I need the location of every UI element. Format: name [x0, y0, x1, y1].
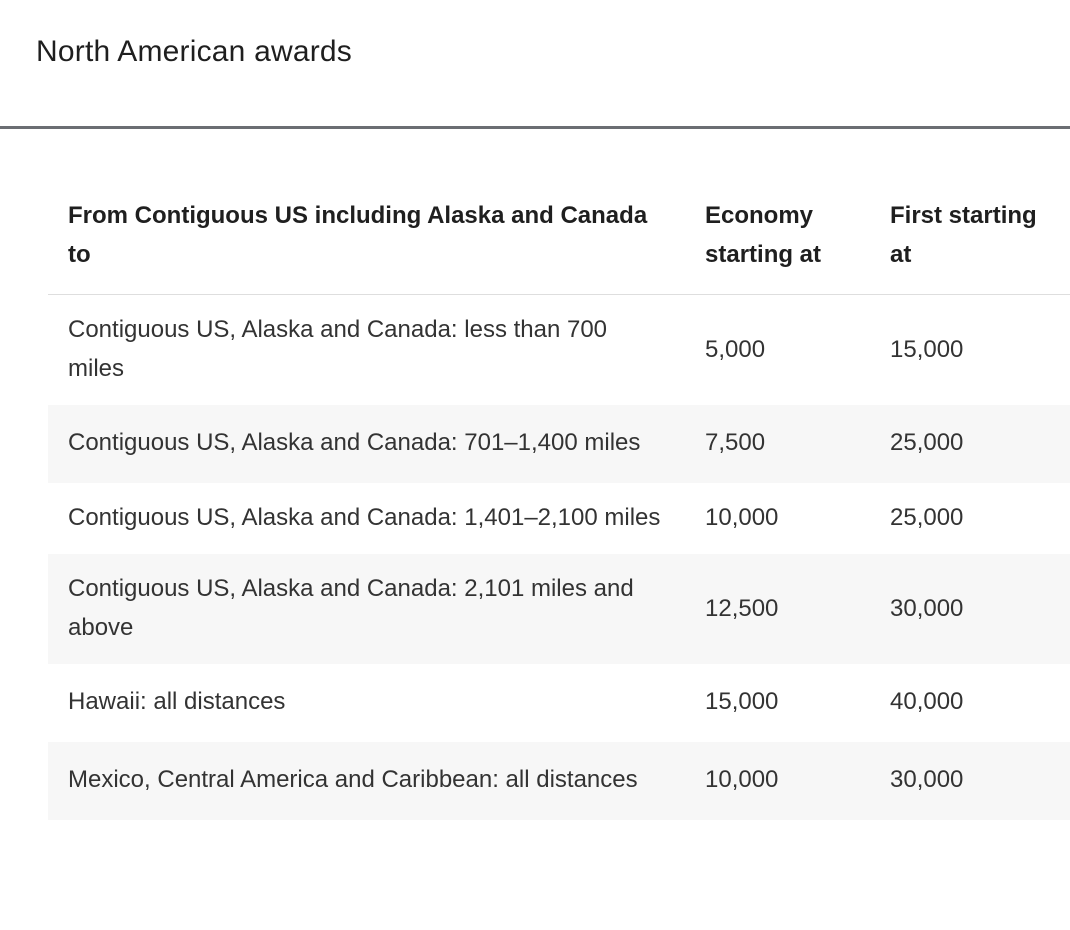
- table-row: [48, 664, 1070, 742]
- header-first: First starting at: [870, 196, 1070, 295]
- section-header: [0, 0, 1070, 129]
- destination-cell: Mexico, Central America and Caribbean: all distances: [68, 766, 638, 793]
- destination-cell: Contiguous US, Alaska and Canada: 1,401–2,100 miles: [68, 504, 661, 531]
- header-destination: From Contiguous US including Alaska and Canada to: [48, 196, 685, 295]
- economy-cell: 10,000: [705, 504, 779, 531]
- destination-cell: Hawaii: all distances: [68, 688, 286, 715]
- economy-cell: 5,000: [705, 335, 766, 363]
- table-header-row: [48, 196, 1070, 295]
- section-title: North American awards: [36, 35, 352, 68]
- table-row: [48, 483, 1070, 554]
- table-row: [48, 554, 1070, 664]
- table-row: [48, 742, 1070, 820]
- first-cell: 25,000: [890, 504, 964, 531]
- first-cell: 30,000: [890, 766, 964, 793]
- award-chart-table: [48, 196, 1070, 820]
- economy-cell: 12,500: [705, 594, 779, 622]
- first-cell: 40,000: [890, 688, 964, 715]
- economy-cell: 15,000: [705, 688, 779, 715]
- first-cell: 25,000: [890, 429, 964, 456]
- table-row: [48, 295, 1070, 406]
- header-economy: Economy starting at: [685, 196, 870, 295]
- first-cell: 30,000: [890, 594, 964, 622]
- destination-cell: Contiguous US, Alaska and Canada: less than 700 miles: [68, 316, 608, 382]
- destination-cell: Contiguous US, Alaska and Canada: 2,101 miles and above: [68, 575, 634, 641]
- economy-cell: 7,500: [705, 429, 766, 456]
- first-cell: 15,000: [890, 335, 964, 363]
- destination-cell: Contiguous US, Alaska and Canada: 701–1,400 miles: [68, 429, 641, 456]
- table-row: [48, 405, 1070, 483]
- economy-cell: 10,000: [705, 766, 779, 793]
